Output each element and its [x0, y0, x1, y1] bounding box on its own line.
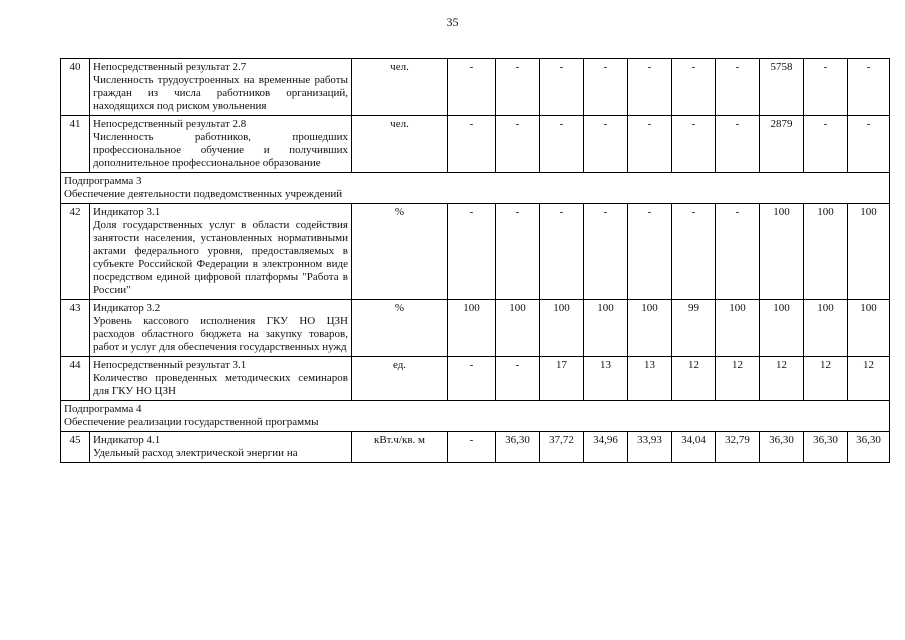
indicator-description [90, 432, 352, 463]
value-cell: - [448, 116, 496, 173]
value-cell: - [716, 116, 760, 173]
section-cell [61, 173, 890, 204]
indicator-title: Индикатор 3.1 [93, 206, 161, 218]
indicators-table [60, 58, 890, 463]
value-cell: - [716, 204, 760, 300]
section-row [61, 173, 890, 204]
value-cell: 36,30 [496, 432, 540, 463]
value-cell: 13 [628, 357, 672, 401]
value-cell: - [628, 116, 672, 173]
value-cell: - [540, 204, 584, 300]
value-cell: 12 [848, 357, 890, 401]
value-cell: 100 [760, 300, 804, 357]
value-cell: 100 [628, 300, 672, 357]
value-cell: - [448, 432, 496, 463]
value-cell: 37,72 [540, 432, 584, 463]
indicator-title: Непосредственный результат 2.7 [93, 61, 247, 73]
value-cell: - [448, 59, 496, 116]
unit-cell: чел. [352, 59, 448, 116]
table-body [61, 59, 890, 463]
value-cell: - [448, 204, 496, 300]
value-cell: 100 [804, 300, 848, 357]
indicator-text: Численность трудоустроенных на временные работы граждан из числа работников организаций, находящихся под риском увольнения [93, 74, 348, 112]
row-number: 45 [61, 432, 90, 463]
unit-cell: % [352, 204, 448, 300]
value-cell: 2879 [760, 116, 804, 173]
value-cell: - [848, 116, 890, 173]
indicator-title: Непосредственный результат 3.1 [93, 359, 247, 371]
table-row [61, 116, 890, 173]
value-cell: 17 [540, 357, 584, 401]
value-cell: 36,30 [760, 432, 804, 463]
value-cell: - [804, 59, 848, 116]
value-cell: - [672, 59, 716, 116]
value-cell: 33,93 [628, 432, 672, 463]
value-cell: - [716, 59, 760, 116]
value-cell: 36,30 [804, 432, 848, 463]
row-number: 42 [61, 204, 90, 300]
section-title: Подпрограмма 3 [64, 175, 142, 187]
value-cell: 36,30 [848, 432, 890, 463]
section-text: Обеспечение деятельности подведомственных учреждений [64, 188, 343, 200]
indicator-title: Индикатор 4.1 [93, 434, 161, 446]
value-cell: 100 [848, 204, 890, 300]
unit-cell: кВт.ч/кв. м [352, 432, 448, 463]
value-cell: - [804, 116, 848, 173]
indicator-text: Уровень кассового исполнения ГКУ НО ЦЗН расходов областного бюджета на закупку товаров, работ и услуг для обеспечения государственных нужд [93, 315, 348, 353]
value-cell: 100 [848, 300, 890, 357]
indicator-text: Количество проведенных методических семинаров для ГКУ НО ЦЗН [93, 372, 348, 397]
value-cell: 100 [804, 204, 848, 300]
section-cell [61, 401, 890, 432]
value-cell: 100 [760, 204, 804, 300]
value-cell: 12 [672, 357, 716, 401]
table-row [61, 300, 890, 357]
indicator-title: Индикатор 3.2 [93, 302, 161, 314]
value-cell: - [448, 357, 496, 401]
value-cell: - [584, 204, 628, 300]
section-title: Подпрограмма 4 [64, 403, 142, 415]
row-number: 41 [61, 116, 90, 173]
indicator-text: Доля государственных услуг в области содействия занятости населения, установленных нормативными актами федерального уровня, предоставляемых в субъекте Российской Федерации в электронном виде посредством единой цифровой платформы "Работа в России" [93, 219, 348, 296]
value-cell: - [672, 116, 716, 173]
table-row [61, 432, 890, 463]
value-cell: 12 [716, 357, 760, 401]
value-cell: 100 [496, 300, 540, 357]
table-row [61, 204, 890, 300]
indicator-description [90, 204, 352, 300]
value-cell: - [540, 116, 584, 173]
indicator-description [90, 300, 352, 357]
value-cell: 12 [804, 357, 848, 401]
indicator-text: Удельный расход электрической энергии на [93, 447, 298, 459]
unit-cell: чел. [352, 116, 448, 173]
indicator-title: Непосредственный результат 2.8 [93, 118, 247, 130]
value-cell: 32,79 [716, 432, 760, 463]
value-cell: - [672, 204, 716, 300]
unit-cell: % [352, 300, 448, 357]
indicator-description [90, 116, 352, 173]
value-cell: 13 [584, 357, 628, 401]
value-cell: 100 [448, 300, 496, 357]
indicator-text: Численность работников, прошедших профессиональное обучение и получивших дополнительное профессиональное образование [93, 131, 348, 169]
value-cell: - [848, 59, 890, 116]
value-cell: 99 [672, 300, 716, 357]
value-cell: 34,04 [672, 432, 716, 463]
value-cell: 5758 [760, 59, 804, 116]
value-cell: - [628, 59, 672, 116]
value-cell: 100 [540, 300, 584, 357]
value-cell: - [584, 59, 628, 116]
indicator-description [90, 357, 352, 401]
row-number: 43 [61, 300, 90, 357]
indicator-description [90, 59, 352, 116]
table-row [61, 59, 890, 116]
value-cell: 12 [760, 357, 804, 401]
value-cell: - [496, 204, 540, 300]
section-row [61, 401, 890, 432]
value-cell: - [496, 59, 540, 116]
value-cell: - [584, 116, 628, 173]
value-cell: - [628, 204, 672, 300]
value-cell: 100 [716, 300, 760, 357]
value-cell: - [540, 59, 584, 116]
page-number: 35 [446, 15, 459, 29]
row-number: 40 [61, 59, 90, 116]
value-cell: - [496, 357, 540, 401]
section-text: Обеспечение реализации государственной программы [64, 416, 319, 428]
value-cell: 100 [584, 300, 628, 357]
table-row [61, 357, 890, 401]
value-cell: - [496, 116, 540, 173]
unit-cell: ед. [352, 357, 448, 401]
value-cell: 34,96 [584, 432, 628, 463]
row-number: 44 [61, 357, 90, 401]
